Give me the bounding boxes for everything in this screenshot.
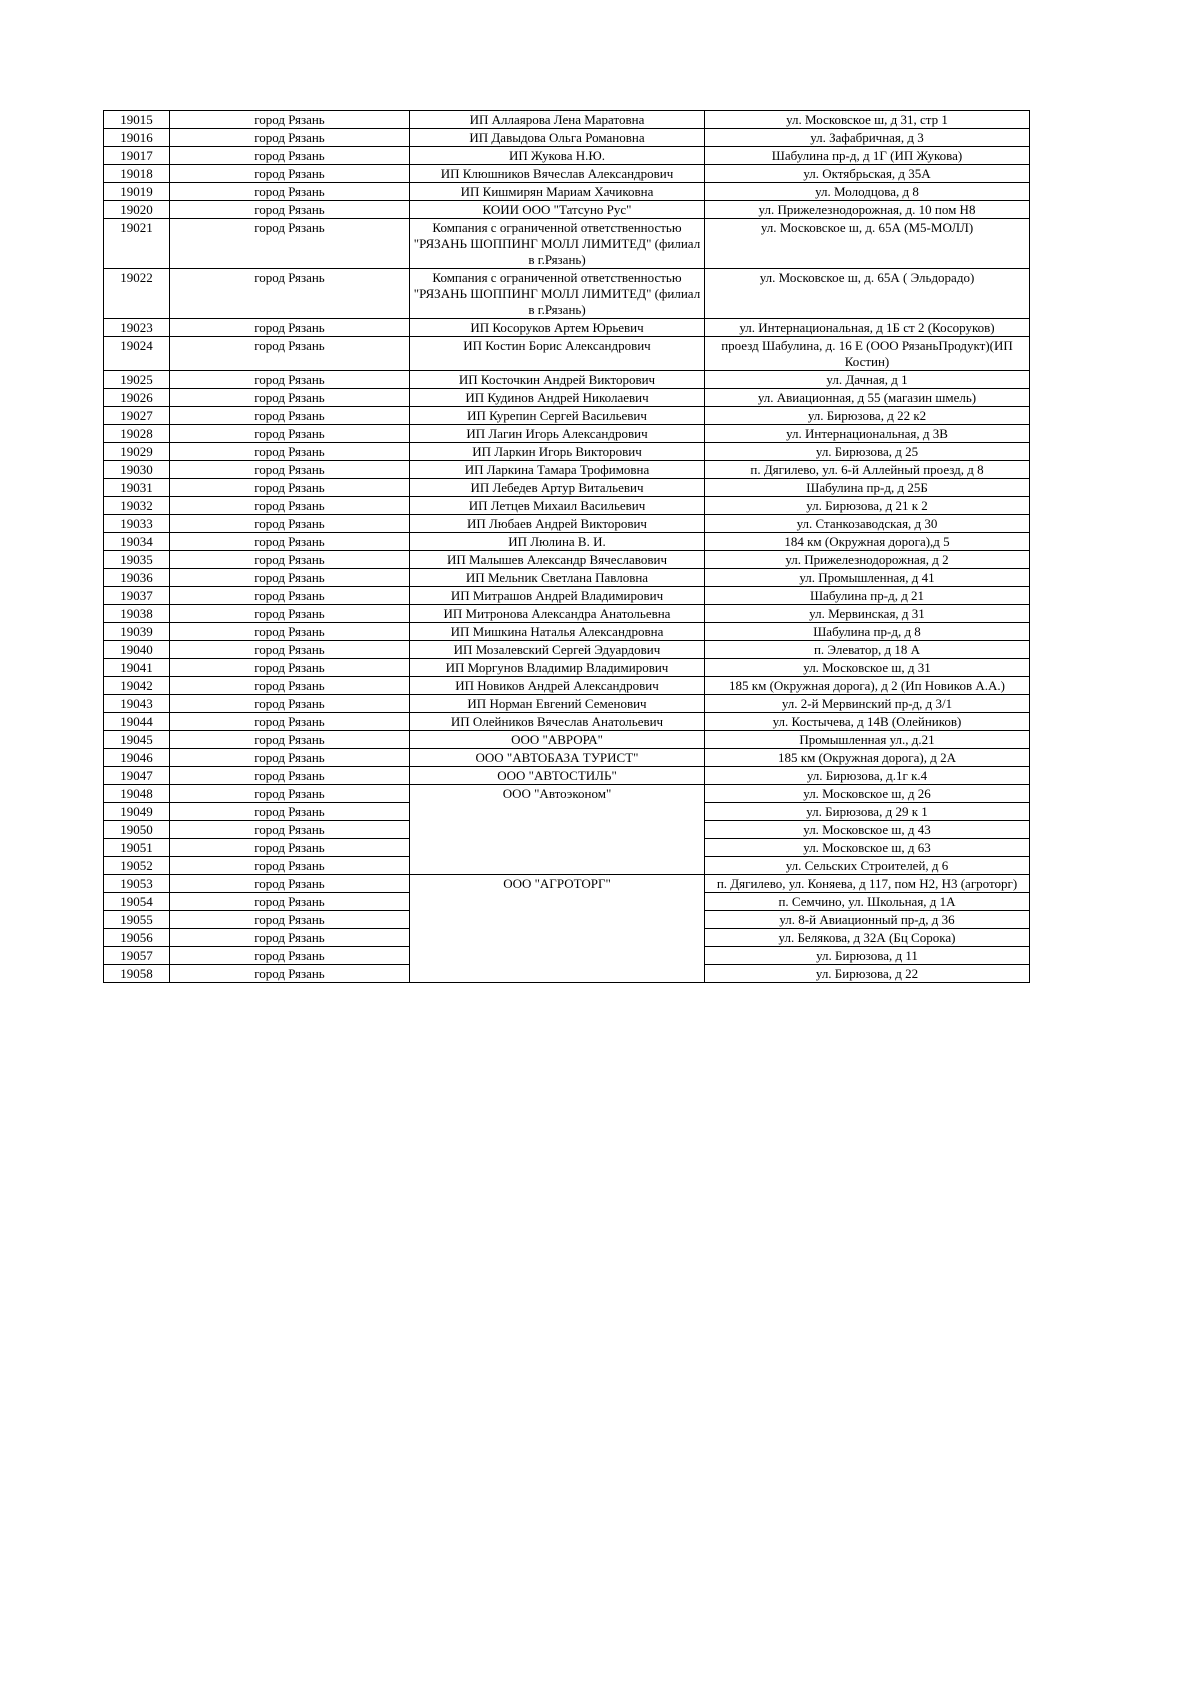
table-body [104, 111, 1030, 983]
row-name: ИП Любаев Андрей Викторович [410, 515, 705, 533]
row-name: ИП Малышев Александр Вячеславович [410, 551, 705, 569]
row-name: ИП Люлина В. И. [410, 533, 705, 551]
row-city: город Рязань [170, 911, 410, 929]
row-address: ул. Зафабричная, д 3 [705, 129, 1030, 147]
row-name: Компания с ограниченной ответственностью "РЯЗАНЬ ШОППИНГ МОЛЛ ЛИМИТЕД" (филиал в г.Рязань) [410, 269, 705, 319]
row-name: ИП Кишмирян Мариам Хачиковна [410, 183, 705, 201]
row-city: город Рязань [170, 111, 410, 129]
row-address: ул. Интернациональная, д 3В [705, 425, 1030, 443]
row-name: ИП Мельник Светлана Павловна [410, 569, 705, 587]
row-id: 19030 [104, 461, 170, 479]
row-name: ИП Костин Борис Александрович [410, 337, 705, 371]
row-address: Промышленная ул., д.21 [705, 731, 1030, 749]
row-name [410, 893, 705, 911]
table-row [104, 623, 1030, 641]
row-address: Шабулина пр-д, д 25Б [705, 479, 1030, 497]
row-name [410, 803, 705, 821]
row-id: 19027 [104, 407, 170, 425]
row-name: ИП Новиков Андрей Александрович [410, 677, 705, 695]
row-name: ИП Курепин Сергей Васильевич [410, 407, 705, 425]
row-city: город Рязань [170, 767, 410, 785]
row-city: город Рязань [170, 425, 410, 443]
row-address: ул. Московское ш, д 31, стр 1 [705, 111, 1030, 129]
table-row [104, 533, 1030, 551]
row-address: ул. Бирюзова, д 21 к 2 [705, 497, 1030, 515]
row-address: п. Дягилево, ул. Коняева, д 117, пом Н2, Н3 (агроторг) [705, 875, 1030, 893]
table-row [104, 857, 1030, 875]
row-city: город Рязань [170, 749, 410, 767]
row-name: ИП Норман Евгений Семенович [410, 695, 705, 713]
row-city: город Рязань [170, 165, 410, 183]
row-id: 19020 [104, 201, 170, 219]
row-id: 19054 [104, 893, 170, 911]
table-row [104, 319, 1030, 337]
row-name: ИП Аллаярова Лена Маратовна [410, 111, 705, 129]
row-name: ИП Косоруков Артем Юрьевич [410, 319, 705, 337]
row-city: город Рязань [170, 605, 410, 623]
row-id: 19040 [104, 641, 170, 659]
row-id: 19038 [104, 605, 170, 623]
row-city: город Рязань [170, 929, 410, 947]
row-id: 19055 [104, 911, 170, 929]
row-name: ООО "АВТОБАЗА ТУРИСТ" [410, 749, 705, 767]
row-city: город Рязань [170, 201, 410, 219]
row-name: Компания с ограниченной ответственностью "РЯЗАНЬ ШОППИНГ МОЛЛ ЛИМИТЕД" (филиал в г.Рязань) [410, 219, 705, 269]
row-address: ул. Московское ш, д 43 [705, 821, 1030, 839]
row-name: ИП Лагин Игорь Александрович [410, 425, 705, 443]
row-name [410, 857, 705, 875]
row-id: 19029 [104, 443, 170, 461]
row-address: ул. Молодцова, д 8 [705, 183, 1030, 201]
table-row [104, 443, 1030, 461]
row-id: 19035 [104, 551, 170, 569]
row-address: ул. Московское ш, д 31 [705, 659, 1030, 677]
row-address: ул. Бирюзова, д.1г к.4 [705, 767, 1030, 785]
row-id: 19046 [104, 749, 170, 767]
row-name: ИП Летцев Михаил Васильевич [410, 497, 705, 515]
table-row [104, 821, 1030, 839]
row-address: 184 км (Окружная дорога),д 5 [705, 533, 1030, 551]
row-name: ИП Моргунов Владимир Владимирович [410, 659, 705, 677]
row-name [410, 965, 705, 983]
row-id: 19015 [104, 111, 170, 129]
row-city: город Рязань [170, 803, 410, 821]
row-id: 19022 [104, 269, 170, 319]
table-row [104, 569, 1030, 587]
row-id: 19057 [104, 947, 170, 965]
row-address: ул. Бирюзова, д 29 к 1 [705, 803, 1030, 821]
row-id: 19047 [104, 767, 170, 785]
row-city: город Рязань [170, 389, 410, 407]
table-row [104, 461, 1030, 479]
records-table [103, 110, 1030, 983]
table-row [104, 497, 1030, 515]
row-address: ул. Московское ш, д 26 [705, 785, 1030, 803]
row-address: ул. Сельских Строителей, д 6 [705, 857, 1030, 875]
row-address: ул. 2-й Мервинский пр-д, д 3/1 [705, 695, 1030, 713]
table-row [104, 749, 1030, 767]
row-name: ИП Ларкина Тамара Трофимовна [410, 461, 705, 479]
table-row [104, 803, 1030, 821]
row-address: проезд Шабулина, д. 16 Е (ООО РязаньПродукт)(ИП Костин) [705, 337, 1030, 371]
row-address: ул. Дачная, д 1 [705, 371, 1030, 389]
row-city: город Рязань [170, 219, 410, 269]
row-address: ул. Мервинская, д 31 [705, 605, 1030, 623]
row-city: город Рязань [170, 129, 410, 147]
row-id: 19036 [104, 569, 170, 587]
row-address: Шабулина пр-д, д 1Г (ИП Жукова) [705, 147, 1030, 165]
row-id: 19050 [104, 821, 170, 839]
row-id: 19043 [104, 695, 170, 713]
row-id: 19016 [104, 129, 170, 147]
table-row [104, 425, 1030, 443]
row-address: Шабулина пр-д, д 8 [705, 623, 1030, 641]
row-name: ИП Митронова Александра Анатольевна [410, 605, 705, 623]
row-id: 19049 [104, 803, 170, 821]
row-id: 19053 [104, 875, 170, 893]
row-id: 19028 [104, 425, 170, 443]
row-address: ул. Московское ш, д 63 [705, 839, 1030, 857]
row-city: город Рязань [170, 587, 410, 605]
row-address: ул. Бирюзова, д 25 [705, 443, 1030, 461]
row-id: 19023 [104, 319, 170, 337]
row-address: Шабулина пр-д, д 21 [705, 587, 1030, 605]
row-address: ул. Московское ш, д. 65А (М5-МОЛЛ) [705, 219, 1030, 269]
table-row [104, 893, 1030, 911]
table-row [104, 605, 1030, 623]
row-id: 19024 [104, 337, 170, 371]
row-address: п. Дягилево, ул. 6-й Аллейный проезд, д 8 [705, 461, 1030, 479]
row-id: 19025 [104, 371, 170, 389]
row-id: 19058 [104, 965, 170, 983]
row-city: город Рязань [170, 407, 410, 425]
row-id: 19031 [104, 479, 170, 497]
row-address: ул. Прижелезнодорожная, д. 10 пом Н8 [705, 201, 1030, 219]
row-address: ул. Прижелезнодорожная, д 2 [705, 551, 1030, 569]
row-city: город Рязань [170, 337, 410, 371]
row-id: 19056 [104, 929, 170, 947]
table-row [104, 551, 1030, 569]
table-row [104, 641, 1030, 659]
row-name: ИП Косточкин Андрей Викторович [410, 371, 705, 389]
row-id: 19021 [104, 219, 170, 269]
table-row [104, 479, 1030, 497]
row-id: 19018 [104, 165, 170, 183]
row-name: ООО "АГРОТОРГ" [410, 875, 705, 893]
row-name [410, 947, 705, 965]
row-address: ул. Бирюзова, д 22 к2 [705, 407, 1030, 425]
row-address: ул. Промышленная, д 41 [705, 569, 1030, 587]
row-address: п. Элеватор, д 18 А [705, 641, 1030, 659]
row-city: город Рязань [170, 839, 410, 857]
row-city: город Рязань [170, 515, 410, 533]
row-name: ООО "Автоэконом" [410, 785, 705, 803]
row-id: 19045 [104, 731, 170, 749]
row-id: 19032 [104, 497, 170, 515]
row-address: ул. Авиационная, д 55 (магазин шмель) [705, 389, 1030, 407]
row-id: 19042 [104, 677, 170, 695]
row-city: город Рязань [170, 965, 410, 983]
row-id: 19019 [104, 183, 170, 201]
row-id: 19041 [104, 659, 170, 677]
row-city: город Рязань [170, 443, 410, 461]
table-row [104, 911, 1030, 929]
table-row [104, 713, 1030, 731]
table-row [104, 695, 1030, 713]
row-id: 19026 [104, 389, 170, 407]
table-row [104, 731, 1030, 749]
row-city: город Рязань [170, 677, 410, 695]
row-name [410, 911, 705, 929]
row-city: город Рязань [170, 569, 410, 587]
row-id: 19017 [104, 147, 170, 165]
row-name: ИП Лебедев Артур Витальевич [410, 479, 705, 497]
row-city: город Рязань [170, 893, 410, 911]
row-city: город Рязань [170, 875, 410, 893]
row-name: ИП Мишкина Наталья Александровна [410, 623, 705, 641]
row-city: город Рязань [170, 269, 410, 319]
row-address: ул. Бирюзова, д 11 [705, 947, 1030, 965]
row-name: ИП Ларкин Игорь Викторович [410, 443, 705, 461]
row-id: 19051 [104, 839, 170, 857]
table-row [104, 269, 1030, 319]
row-city: город Рязань [170, 497, 410, 515]
table-row [104, 165, 1030, 183]
row-id: 19039 [104, 623, 170, 641]
table-row [104, 389, 1030, 407]
row-city: город Рязань [170, 713, 410, 731]
table-row [104, 839, 1030, 857]
table-row [104, 515, 1030, 533]
row-address: 185 км (Окружная дорога), д 2 (Ип Новиков А.А.) [705, 677, 1030, 695]
row-city: город Рязань [170, 641, 410, 659]
row-address: ул. Московское ш, д. 65А ( Эльдорадо) [705, 269, 1030, 319]
row-name: ООО "АВРОРА" [410, 731, 705, 749]
table-row [104, 587, 1030, 605]
row-name: ИП Жукова Н.Ю. [410, 147, 705, 165]
row-name: ИП Кудинов Андрей Николаевич [410, 389, 705, 407]
row-city: город Рязань [170, 147, 410, 165]
table-row [104, 767, 1030, 785]
table-row [104, 965, 1030, 983]
row-city: город Рязань [170, 183, 410, 201]
table-row [104, 659, 1030, 677]
table-row [104, 129, 1030, 147]
row-address: ул. Октябрьская, д 35А [705, 165, 1030, 183]
table-row [104, 219, 1030, 269]
table-row [104, 947, 1030, 965]
row-address: ул. Костычева, д 14В (Олейников) [705, 713, 1030, 731]
row-address: ул. Станкозаводская, д 30 [705, 515, 1030, 533]
table-row [104, 677, 1030, 695]
row-name: ИП Давыдова Ольга Романовна [410, 129, 705, 147]
row-id: 19048 [104, 785, 170, 803]
row-city: город Рязань [170, 947, 410, 965]
row-id: 19037 [104, 587, 170, 605]
table-row [104, 371, 1030, 389]
table-row [104, 201, 1030, 219]
row-address: ул. Интернациональная, д 1Б ст 2 (Косоруков) [705, 319, 1030, 337]
table-row [104, 147, 1030, 165]
row-city: город Рязань [170, 731, 410, 749]
row-name [410, 929, 705, 947]
table-row [104, 183, 1030, 201]
row-id: 19044 [104, 713, 170, 731]
row-city: город Рязань [170, 695, 410, 713]
row-address: ул. Белякова, д 32А (Бц Сорока) [705, 929, 1030, 947]
row-city: город Рязань [170, 659, 410, 677]
row-name: ИП Мозалевский Сергей Эдуардович [410, 641, 705, 659]
table-row [104, 111, 1030, 129]
row-name [410, 821, 705, 839]
row-city: город Рязань [170, 623, 410, 641]
row-city: город Рязань [170, 551, 410, 569]
row-name: ИП Клюшников Вячеслав Александрович [410, 165, 705, 183]
row-city: город Рязань [170, 821, 410, 839]
table-row [104, 337, 1030, 371]
row-id: 19052 [104, 857, 170, 875]
row-city: город Рязань [170, 461, 410, 479]
row-city: город Рязань [170, 785, 410, 803]
row-id: 19033 [104, 515, 170, 533]
row-city: город Рязань [170, 533, 410, 551]
table-row [104, 875, 1030, 893]
row-address: п. Семчино, ул. Школьная, д 1А [705, 893, 1030, 911]
row-address: ул. 8-й Авиационный пр-д, д 36 [705, 911, 1030, 929]
row-city: город Рязань [170, 319, 410, 337]
table-row [104, 929, 1030, 947]
table-row [104, 407, 1030, 425]
row-city: город Рязань [170, 857, 410, 875]
row-city: город Рязань [170, 371, 410, 389]
row-name: ИП Митрашов Андрей Владимирович [410, 587, 705, 605]
row-address: ул. Бирюзова, д 22 [705, 965, 1030, 983]
table-row [104, 785, 1030, 803]
row-name: КОИИ ООО "Татсуно Рус" [410, 201, 705, 219]
row-address: 185 км (Окружная дорога), д 2А [705, 749, 1030, 767]
row-name: ООО "АВТОСТИЛЬ" [410, 767, 705, 785]
row-id: 19034 [104, 533, 170, 551]
row-city: город Рязань [170, 479, 410, 497]
row-name: ИП Олейников Вячеслав Анатольевич [410, 713, 705, 731]
row-name [410, 839, 705, 857]
